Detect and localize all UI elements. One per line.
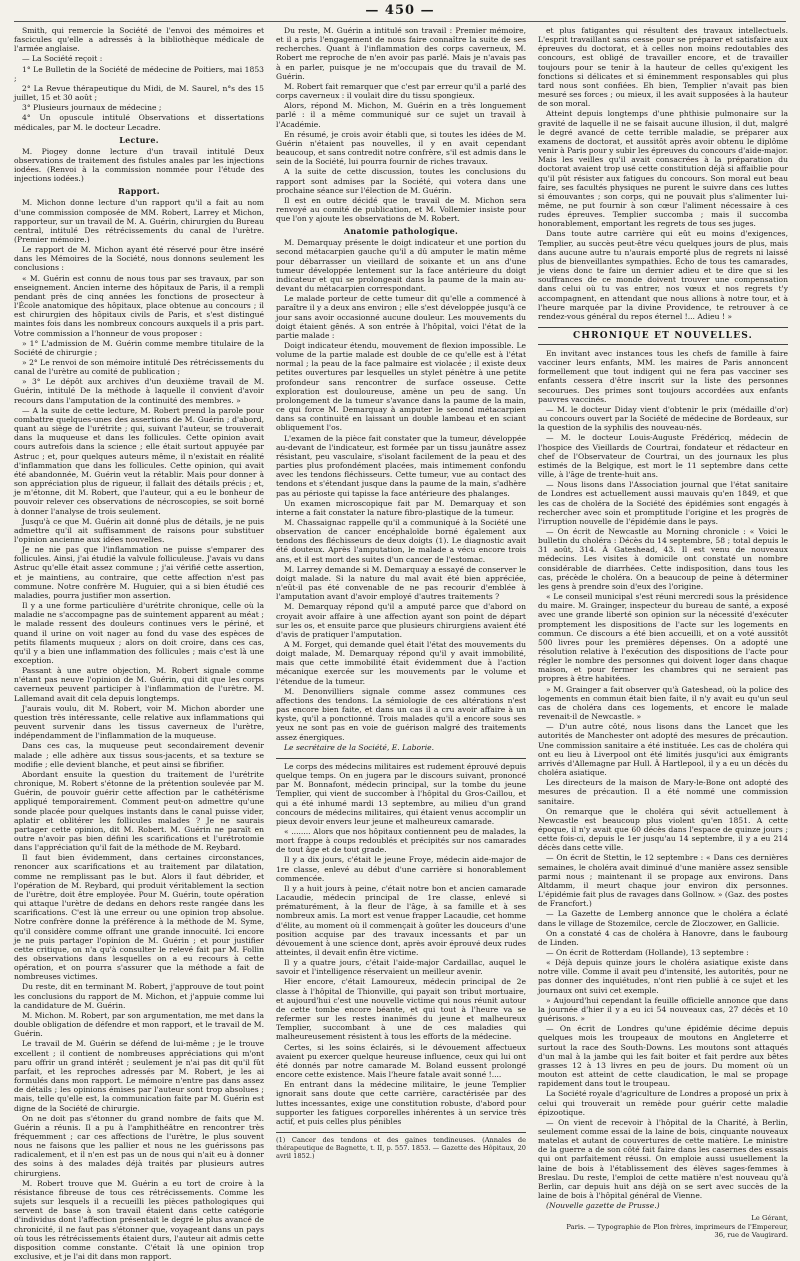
paragraph: M. Piogey donne lecture d'un travail intitulé Deux observations de traitement des fistules anales par les injections iodées. (Renvoi à la commission nommée pour l'étude des injections iodées.)	[14, 146, 264, 184]
section-heading: Lecture.	[119, 134, 159, 145]
paragraph: Certes, si les soins éclairés, si le dévouement affectueux avaient pu exercer quelque heureuse influence, ceux qui lui ont été donnés par notre camarade M. Boland eussent prolongé encore cette existence. Mais l'heure fatale avait sonné !....	[276, 1042, 526, 1080]
paragraph: A la suite de cette discussion, toutes les conclusions du rapport sont admises par la Société, qui votera dans une prochaine séance sur l'élection de M. Guérin.	[276, 167, 526, 195]
paragraph: Le malade porteur de cette tumeur dit qu'elle a commencé à paraître il y a deux ans environ ; elle s'est développée jusqu'à ce jour sans avoir occasionné aucune douleur. Les mouvements du doigt étaient gênés. A son entrée à l'hôpital, voici l'état de la partie malade :	[276, 294, 526, 340]
paragraph: Il y a dix jours, c'était le jeune Froye, médecin aide-major de 1re classe, enlevé au début d'une carrière si honorablement commencée.	[276, 855, 526, 883]
paragraph: — On vient de recevoir à l'hôpital de la Charité, à Berlin, seulement comme essai de la laine de bois, cinquante nouveaux matelas et autant de couvertures de cette matière. Le ministre de la guerre a de son côté fait faire dans les casernes des essais qui ont parfaitement réussi. On emploie aussi usuellement la laine de bois à l'établissement des élèves sages-femmes à Breslau. Du reste, l'emploi de cette matière n'est nouveau qu'à Berlin, car depuis huit ans déjà on se sert avec succès de la laine de bois à l'hôpital général de Vienne.	[538, 1117, 788, 1201]
paragraph: Jusqu'à ce que M. Guérin ait donné plus de détails, je ne puis admettre qu'il ait suffisamment de raisons pour substituer l'opinion ancienne aux idées nouvelles.	[14, 516, 264, 544]
paragraph: Dans ces cas, la muqueuse peut secondairement devenir malade ; elle adhère aux tissus sous-jacents, et sa texture se modifie ; elle devient blanche, et peut ainsi se fibrifier.	[14, 741, 264, 769]
paragraph: — La Société reçoit :	[22, 54, 103, 64]
paragraph: » Aujourd'hui cependant la feuille officielle annonce que dans la journée d'hier il y a eu ici 54 nouveaux cas, 27 décès et 10 guérisons. »	[538, 995, 788, 1024]
paragraph: — On écrit de Londres qu'une épidémie décime depuis quelques mois les troupeaux de moutons en Angleterre et surtout la race des South-Downs. Les moutons sont attaqués d'un mal à la jambe qui les fait boiter et fait perdre aux bêtes grasses 12 à 13 livres en peu de jours. Du moment où un mouton est atteint de cette claudication, le mal se propage rapidement dans tout le troupeau.	[538, 1024, 788, 1089]
paragraph: En invitant avec instances tous les chefs de famille à faire vacciner leurs enfants, MM. les maires de Paris annoncent formellement que tout indigent qui ne fera pas vacciner ses enfants cessera d'être inscrit sur la liste des personnes secourues. Des primes sont toujours accordées aux enfants pauvres vaccinés.	[538, 349, 788, 404]
paragraph: — M. le docteur Diday vient d'obtenir le prix (médaille d'or) au concours ouvert par la Société de médecine de Bordeaux, sur la question de la syphilis des nouveau-nés.	[538, 404, 788, 433]
paragraph: Du reste, M. Guérin a intitulé son travail : Premier mémoire, et il a pris l'engagement de nous faire connaître la suite de ses recherches. Quant à l'inflammation des corps caverneux, M. Robert me reproche de n'en avoir pas parlé. Mais je n'avais pas à en parler, puisque je ne m'occupais que du travail de M. Guérin.	[276, 26, 526, 81]
paragraph: M. Michon. M. Robert, par son argumentation, me met dans la double obligation de défendre et mon rapport, et le travail de M. Guérin.	[14, 1010, 264, 1039]
paragraph: Il est en outre décidé que le travail de M. Michon sera renvoyé au comité de publication, et M. Vollemier insiste pour que l'on y ajoute les observations de M. Robert.	[276, 195, 526, 224]
paragraph: 1° Le Bulletin de la Société de médecine de Poitiers, mai 1853 ;	[14, 64, 264, 83]
paragraph: « M. Guérin est connu de nous tous par ses travaux, par son enseignement. Ancien interne des hôpitaux de Paris, il a rempli pendant près de cinq années les fonctions de prosecteur à l'École anatomique des hôpitaux, place obtenue au concours ; il est chirurgien des hôpitaux civils de Paris, et s'est distingué maintes fois dans les nombreux concours auxquels il a pris part. Votre commission a l'honneur de vous proposer :	[14, 273, 264, 338]
page-number: — 450 —	[365, 3, 435, 18]
paragraph: Il y a une forme particulière d'urétrite chronique, celle où la maladie ne s'accompagne pas de suintement apparent au méat ; le malade ressent des douleurs continues vers le périné, et quand il urine on voit nager au fond du vase des espèces de petits filaments muqueux ; alors on doit croire, dans ces cas, qu'il y a bien une inflammation des follicules ; mais c'est là une exception.	[14, 601, 264, 665]
header-rule	[14, 21, 786, 22]
divider	[538, 344, 788, 345]
divider	[276, 758, 526, 759]
column-middle	[276, 26, 526, 1164]
paragraph: Passant à une autre objection, M. Robert signale comme n'étant pas neuve l'opinion de M. Guérin, qui dit que les corps caverneux peuvent participer à l'inflammation de l'urètre. M. Lallemand avait dit cela depuis longtemps.	[14, 666, 264, 703]
chronique-header	[538, 327, 788, 345]
paragraph: L'examen de la pièce fait constater que la tumeur, développée au-devant de l'indicateur, est formée par un tissu jaunâtre assez résistant, peu vasculaire, s'isolant facilement de la peau et des parties plus profondément placées, mais intimement confondu avec les tendons fléchisseurs. Cette tumeur, vue au contact des tendons et s'étendant jusque dans la paume de la main, s'adhère pas au périoste qui tapisse la face antérieure des phalanges.	[276, 433, 526, 498]
paragraph: Les directeurs de la maison de Mary-le-Bone ont adopté des mesures de précaution. Il a été nommé une commission sanitaire.	[538, 778, 788, 806]
paragraph: J'aurais voulu, dit M. Robert, voir M. Michon aborder une question très intéressante, celle relative aux inflammations qui peuvent survenir dans les tissus caverneux de l'urètre, indépendamment de l'inflammation de la muqueuse.	[14, 703, 264, 741]
paragraph: M. Larrey demande si M. Demarquay a essayé de conserver le doigt malade. Si la nature du mal avait été bien appréciée, n'eût-il pas été convenable de ne pas recourir d'emblée à l'amputation avant d'avoir employé d'autres traitements ?	[276, 564, 526, 602]
paragraph: On ne doit pas s'étonner du grand nombre de faits que M. Guérin a réunis. Il a pu à l'amphithéâtre en rencontrer très fréquemment ; car ces affections de l'urètre, le plus souvent nous ne faisons que les pallier et nous ne les guérissons pas radicalement, et il n'en est pas un de nous qui n'ait eu à donner des soins à des malades déjà traités par plusieurs autres chirurgiens.	[14, 1113, 264, 1178]
paragraph: Du reste, dit en terminant M. Robert, j'approuve de tout point les conclusions du rapport de M. Michon, et j'appuie comme lui la candidature de M. Guérin.	[14, 982, 264, 1010]
paragraph: » 2° Le renvoi de son mémoire intitulé Des rétrécissements du canal de l'urètre au comité de publication ;	[14, 358, 264, 377]
paragraph: « ........ Alors que nos hôpitaux contiennent peu de malades, la mort frappe à coups redoublés et précipités sur nos camarades de tout âge et de tout grade.	[276, 826, 526, 855]
text-columns	[14, 26, 788, 1261]
column-right	[538, 26, 788, 1240]
signature-line: Le secrétaire de la Société, E. Laborie.	[284, 742, 435, 752]
paragraph: et plus fatigantes qui résultent des travaux intellectuels. L'esprit travaillant sans cesse pour se préparer et satisfaire aux épreuves du doctorat, et à celles non moins redoutables des concours, est obligé de travailler encore, et de travailler toujours pour se tenir à la hauteur de celles qu'exigent les fonctions si délicates et si éminemment responsables qui plus tard nous sont confiées. Eh bien, Templier n'avait pas bien mesuré ses forces ; ou mieux, il les avait supposées à la hauteur de son moral.	[538, 26, 788, 109]
paragraph: La Société royale d'agriculture de Londres a proposé un prix à celui qui trouverait un remède pour guérir cette maladie épizootique.	[538, 1089, 788, 1117]
column-left	[14, 26, 264, 1261]
paragraph: 2° La Revue thérapeutique du Midi, de M. Saurel, n°s des 15 juillet, 15 et 30 août ;	[14, 83, 264, 103]
paragraph: Doigt indicateur étendu, mouvement de flexion impossible. Le volume de la partie malade est double de ce qu'elle est à l'état normal ; la peau de la face palmaire est violacée ; il existe deux petites ouvertures par lesquelles un stylet pénètre à une petite profondeur sans rencontrer de surface osseuse. Cette exploration est douloureuse, amène un peu de sang. Un prolongement de la tumeur s'avance dans la paume de la main, ce qui force M. Demarquay à amputer le second métacarpien dans sa continuité en laissant un double lambeau et en sciant obliquement l'os.	[276, 341, 526, 433]
paragraph: — On écrit de Newcastle au Morning chronicle : « Voici le bulletin du choléra : Décès du 14 septembre, 58 ; total depuis le 31 août, 314. À Gateshead, 43. Il est venu de nouveaux médecins. Les visites à domicile ont constaté un nombre considérable de diarrhées. Cette indisposition, dans tous les cas, précède le choléra. On a beaucoup de peine à déterminer les gens à prendre soin d'eux des l'origine.	[538, 526, 788, 591]
paragraph: En résumé, je crois avoir établi que, si toutes les idées de M. Guérin n'étaient pas nouvelles, il y en avait cependant beaucoup, et sans contredit notre confrère, s'il est admis dans le sein de la Société, lui pourra fournir de riches travaux.	[276, 129, 527, 167]
signature-line: (Nouvelle gazette de Prusse.)	[546, 1201, 660, 1211]
paragraph: M. Chassaignac rappelle qu'il a communiqué à la Société une observation de cancer encéphaloïde borné également aux tendons des fléchisseurs de deux doigts (1). Le diagnostic avait été douteux. Après l'amputation, le malade a vécu encore trois ans, et il est mort des suites d'un cancer de l'estomac.	[276, 517, 526, 564]
paragraph: Le travail de M. Guérin se défend de lui-même ; je le trouve excellent ; il contient de nombreuses appréciations qui m'ont paru offrir un grand intérêt ; seulement je n'ai pas dit qu'il fût parfait, et les reproches adressés par M. Robert, je les ai formulés dans mon rapport. Le mémoire n'entre pas dans assez de détails ; les opinions émises par l'auteur sont trop absolues ; mais, telle qu'elle est, la communication faite par M. Guérin est digne de la Société de chirurgie.	[14, 1039, 264, 1113]
imprint-line-1: Paris. — Typographie de Plon frères, imprimeurs de l'Empereur,	[566, 1222, 788, 1231]
imprint-line-2: 36, rue de Vaugirard.	[714, 1231, 788, 1240]
paragraph: A M. Forget, qui demande quel était l'état des mouvements du doigt malade, M. Demarquay répond qu'il y avait immobilité, mais que cette immobilité était évidemment due à l'action mécanique exercée sur les mouvements par le volume et l'étendue de la tumeur.	[276, 640, 526, 686]
paragraph: — On écrit de Rotterdam (Hollande), 13 septembre :	[546, 948, 749, 957]
paragraph: Dans toute autre carrière qui eût eu moins d'exigences, Templier, au succès peut-être vécu quelques jours de plus, mais dans aucune autre tu n'aurais emporté plus de regrets ni laissé plus de bienveillantes sympathies. Écho de tous tes camarades, je viens donc te faire un dernier adieu et te dire que si les souffrances de ce monde doivent trouver une compensation dans celui où tu vas entrer, nos vœux et nos regrets t'y accompagnent, en attendant que nous allions à notre tour, et à l'heure marquée par la divine Providence, te retrouver à ce rendez-vous général du repos éternel !... Adieu ! »	[538, 229, 788, 321]
paragraph: M. Demarquay présente le doigt indicateur et une portion du second métacarpien gauche qu'il a dû amputer le matin même pour débarrasser un vieillard de soixante et un ans d'une tumeur développée lentement sur la face antérieure du doigt indicateur et qui se prolongeait dans la paume de la main au-devant du métacarpien correspondant.	[276, 238, 526, 294]
paragraph: Le rapport de M. Michon ayant été réservé pour être inséré dans les Mémoires de la Société, nous donnons seulement les conclusions :	[14, 245, 264, 273]
paragraph: On remarque que le choléra qui sévit actuellement à Newcastle est beaucoup plus violent qu'en 1851. A cette époque, il n'y avait que 60 décès dans l'espace de quinze jours ; cette fois-ci, depuis le 1er jusqu'au 14 septembre, il y a eu 214 décès dans cette ville.	[538, 806, 788, 853]
divider	[276, 1132, 526, 1133]
paragraph: Je ne nie pas que l'inflammation ne puisse s'emparer des follicules. Ainsi, j'ai étudié la valvule folliculeuse. J'avais vu dans Astruc qu'elle était assez commune ; j'ai vérifié cette assertion, et je maintiens, au contraire, que cette affection n'est pas commune. Notre confrère M. Huguier, qui a si bien étudié ces maladies, pourra justifier mon assertion.	[14, 545, 264, 600]
paragraph: M. Michon donne lecture d'un rapport qu'il a fait au nom d'une commission composée de MM. Robert, Larrey et Michon, rapporteur, sur un travail de M. A. Guérin, chirurgien du Bureau central, intitulé Des rétrécissements du canal de l'urètre. (Premier mémoire.)	[14, 198, 264, 244]
paragraph: Il faut bien évidemment, dans certaines circonstances, renoncer aux scarifications et au traitement par dilatation, comme ne remplissant pas le but. Alors il faut débrider, et l'opération de M. Reybard, qui produit véritablement la section de l'urètre, doit être employée. Pour M. Guérin, toute opération qui attaque l'urètre de dedans en dehors reste rangée dans les scarifications. C'est là une erreur ou une opinion trop absolue. Notre confrère donne la préférence à la méthode de M. Syme, qu'il considère comme offrant une grande innocuité. Ici encore je ne puis partager l'opinion de M. Guérin ; et pour justifier cette critique, on n'a qu'à consulter le relevé fait par M. Follin des observations dans lesquelles on a eu recours à cette opération, et on pourra s'assurer que la méthode a fait de nombreuses victimes.	[14, 853, 264, 982]
divider	[538, 327, 788, 328]
column-right-body	[538, 26, 788, 1210]
paragraph: — D'un autre côté, nous lisons dans the Lancet que les autorités de Manchester ont adopté des mesures de précaution. Une commission sanitaire a été instituée. Les cas de choléra qui ont eu lieu à Liverpool ont été limités jusqu'ici aux émigrants arrivés d'Allemagne par Hull. À Hartlepool, il y a eu un décès du choléra asiatique.	[538, 722, 788, 778]
paragraph: Abordant ensuite la question du traitement de l'urétrite chronique, M. Robert s'étonne de la prétention soulevée par M. Guérin, de pouvoir guérir cette affection par le cathétérisme appliqué temporairement. Comment peut-on admettre qu'une sonde placée pour quelques instants dans le canal puisse vider, aplatir et oblitérer les follicules malades ? Je ne saurais partager cette opinion, dit M. Robert. M. Guérin ne paraît en outre n'avoir pas bien défini les scarifications et l'urétrotomie dans l'appréciation qu'il fait de la méthode de M. Reybard.	[14, 769, 264, 853]
paragraph: Il y a quatre jours, c'était l'aide-major Cardaillac, auquel le savoir et l'intelligence réservaient un meilleur avenir.	[276, 958, 526, 977]
paragraph: M. Robert fait remarquer que c'est par erreur qu'il a parlé des corps caverneux : il voulait dire du tissu spongieux.	[276, 81, 526, 101]
paragraph: « Déjà depuis quinze jours le choléra asiatique existe dans notre ville. Comme il avait peu d'intensité, les autorités, pour ne pas donner des inquiétudes, n'ont rien publié à ce sujet et les journaux ont suivi cet exemple.	[538, 958, 788, 995]
chronique-title: CHRONIQUE ET NOUVELLES.	[573, 331, 753, 341]
paragraph: M. Robert trouve que M. Guérin a eu tort de croire à la résistance fibreuse de tous ces rétrécissements. Comme les sujets sur lesquels il a recueilli les pièces pathologiques qui servent de base à son travail étaient dans cette catégorie d'individus dont l'affection présentait le degré le plus avancé de chronicité, il ne faut pas s'étonner que, voyageant dans un pays où tous les rétrécissements étaient durs, l'auteur ait admis cette disposition comme constante. C'était là une opinion trop exclusive, et je l'ai dit dans mon rapport.	[14, 1178, 264, 1261]
paragraph: M. Denonvilliers signale comme assez communes ces affections des tendons. La sémiologie de ces altérations n'est pas encore bien faite, et dans un cas il a cru avoir affaire à un kyste, qu'il a ponctionné. Trois malades qu'il a encore sous ses yeux ne sont pas en voie de guérison malgré des traitements assez énergiques.	[276, 686, 526, 742]
section-heading: Anatomie pathologique.	[343, 226, 459, 237]
footnote: (1) Cancer des tendons et des gaines tendineuses. (Annales de thérapeutique de Bagnette, t. II, p. 557. 1853. — Gazette des Hôpitaux, 20 avril 1852.)	[276, 1135, 526, 1160]
paragraph: On a constaté 4 cas de choléra à Hanovre, dans le faubourg de Linden.	[538, 928, 788, 947]
paragraph: Le corps des médecins militaires est rudement éprouvé depuis quelque temps. On en jugera par le discours suivant, prononcé par M. Bonnafont, médecin principal, sur la tombe du jeune Templier, qui vient de succomber à l'hôpital du Gros-Caillou, et qui a été inhumé mardi 13 septembre, au milieu d'un grand concours de médecins militaires, qui étaient venus accomplir un pieux devoir envers leur jeune et malheureux camarade.	[276, 761, 526, 826]
signature-gerant: Le Gérant,	[751, 1214, 788, 1223]
paragraph: — A la suite de cette lecture, M. Robert prend la parole pour combattre quelques-unes des assertions de M. Guérin ; d'abord, quant au siège de l'urétrite ; qui, suivant l'auteur, se trouverait dans la muqueuse et dans les follicules. Cette opinion avait cours autrefois dans la science ; elle était surtout appuyée par Astruc ; et, pour quelques auteurs même, il n'existait en réalité d'inflammation que dans les follicules. Cette opinion, qui avait été abandonnée, M. Guérin veut la rétablir. Mais pour donner à son appréciation plus de rigueur, il fallait des détails précis ; et, je m'étonne, dit M. Robert, que l'auteur, qui a eu le bonheur de pouvoir relever ces observations de nécroscopies, se soit borné à donner l'analyse de trois seulement.	[14, 405, 264, 516]
paragraph: En entrant dans la médecine militaire, le jeune Templier ignorait sans doute que cette carrière, caractérisée par des luttes incessantes, exige une constitution robuste, d'abord pour supporter les fatigues corporelles inhérentes à un service très actif, et puis celles plus pénibles	[276, 1080, 526, 1126]
paragraph: 4° Un opuscule intitulé Observations et dissertations médicales, par M. le docteur Lecadre.	[14, 113, 264, 132]
paragraph: » 3° Le dépôt aux archives d'un deuxième travail de M. Guérin, intitulé De la méthode à laquelle il convient d'avoir recours dans l'amputation de la continuité des membres. »	[14, 377, 264, 405]
paragraph: » 1° L'admission de M. Guérin comme membre titulaire de la Société de chirurgie ;	[14, 338, 264, 357]
paragraph: — La Gazette de Lemberg annonce que le choléra a éclaté dans le village de Stozemilce, cercle de Zloczower, en Gallicie.	[538, 909, 788, 928]
paragraph: 3° Plusieurs journaux de médecine ;	[22, 103, 162, 113]
paragraph: Hier encore, c'était Lamoureux, médecin principal de 2e classe à l'hôpital de Thionville, qui payait son tribut mortuaire, et aujourd'hui c'est une nouvelle victime qui nous réunit autour de cette tombe encore béante, et qui tout à l'heure va se refermer sur les restes inanimés du jeune et malheureux Templier, succombant à une de ces maladies qui malheureusement résistent à tous les efforts de la médecine.	[276, 977, 526, 1042]
paragraph: Atteint depuis longtemps d'une phthisie pulmonaire sur la gravité de laquelle il ne se faisait aucune illusion, il dut, malgré le degré avancé de cette terrible maladie, se préparer aux examens de doctorat, et aussitôt après avoir obtenu le diplôme venir à Paris pour y subir les épreuves du concours d'aide-major. Mais les veilles qu'il avait consacrées à la préparation du doctorat avaient trop usé cette constitution déjà si affaiblie pour qu'il pût résister aux fatigues du concours. Son moral eut beau faire, ses facultés physiques ne purent le suivre dans ces luttes si émouvantes ; son corps, qui ne pouvait plus s'alimenter lui-même, ne put fournir à son cœur l'aliment nécessaire à ces rudes épreuves. Templier succomba ; mais il succomba honorablement, emportant les regrets de tous ses juges.	[538, 109, 788, 229]
paragraph: — On écrit de Stettin, le 12 septembre : « Dans ces dernières semaines, le choléra avait diminué d'une manière assez sensible parmi nous ; maintenant il se propage aux environs. Dans Altdamm, il meurt chaque jour environ dix personnes. L'épidémie fait plus de ravages dans Gollnow. » (Gaz. des postes de Francfort.)	[538, 853, 788, 909]
imprint	[538, 1214, 788, 1240]
paragraph: — M. le docteur Louis-Auguste Frédéricq, médecin de l'hospice des Vieillards de Courtrai, fondateur et rédacteur en chef de l'Observateur de Courtrai, un des journaux les plus estimés de la Belgique, est mort le 11 septembre dans cette ville, à l'âge de trente-huit ans.	[538, 433, 788, 480]
paragraph: Smith, qui remercie la Société de l'envoi des mémoires et fascicules qu'elle a adressés à la bibliothèque médicale de l'armée anglaise.	[14, 26, 264, 54]
paragraph: « Le conseil municipal s'est réuni mercredi sous la présidence du maire. M. Grainger, inspecteur du bureau de santé, a exposé avec une grande liberté son opinion sur la nécessité d'exécuter promptement les dispositions de l'acte sur les logements en commun. Ce discours a été bien accueilli, et on a voté aussitôt 500 livres pour les premières dépenses. On a adopté une résolution relative à l'exécution des dispositions de l'acte pour régler le nombre des personnes qui doivent loger dans chaque maison, et pour fermer les chambres qui ne seraient pas propres à être habitées.	[538, 592, 788, 684]
paragraph: » M. Grainger a fait observer qu'à Gateshead, où la police des logements en commun était bien faite, il n'y avait eu qu'un seul cas de choléra dans ces logements, et encore le malade revenait-il de Newcastle. »	[538, 684, 788, 722]
paragraph: Alors, répond M. Michon, M. Guérin en a très longuement parlé : il a même communiqué sur ce sujet un travail à l'Académie.	[276, 101, 526, 129]
paragraph: Il y a huit jours à peine, c'était notre bon et ancien camarade Lacaudie, médecin principal de 1re classe, enlevé si prématurément, à la fleur de l'âge, à sa famille et à ses nombreux amis. La mort est venue frapper Lacaudie, cet homme d'élite, au moment où il commençait à goûter les douceurs d'une position acquise par des travaux incessants et par un dévouement à une science dont, après avoir éprouvé deux rudes atteintes, il devait enfin être victime.	[276, 883, 526, 957]
paragraph: Un examen microscopique fait par M. Demarquay et son interne a fait constater la nature fibro-plastique de la tumeur.	[276, 498, 526, 517]
section-heading: Rapport.	[118, 186, 160, 197]
paragraph: M. Demarquay répond qu'il a amputé parce que d'abord on croyait avoir affaire à une affection ayant son point de départ sur les os, et ensuite parce que plusieurs chirurgiens avaient été d'avis de pratiquer l'amputation.	[276, 602, 526, 639]
paragraph: — Nous lisons dans l'Association journal que l'état sanitaire de Londres est actuellement aussi mauvais qu'en 1849, et que les cas de choléra de la Société des épidémies sont engagés à rechercher avec soin et promptitude l'origine et les progrès de l'irruption nouvelle de l'épidémie dans le pays.	[538, 480, 788, 526]
